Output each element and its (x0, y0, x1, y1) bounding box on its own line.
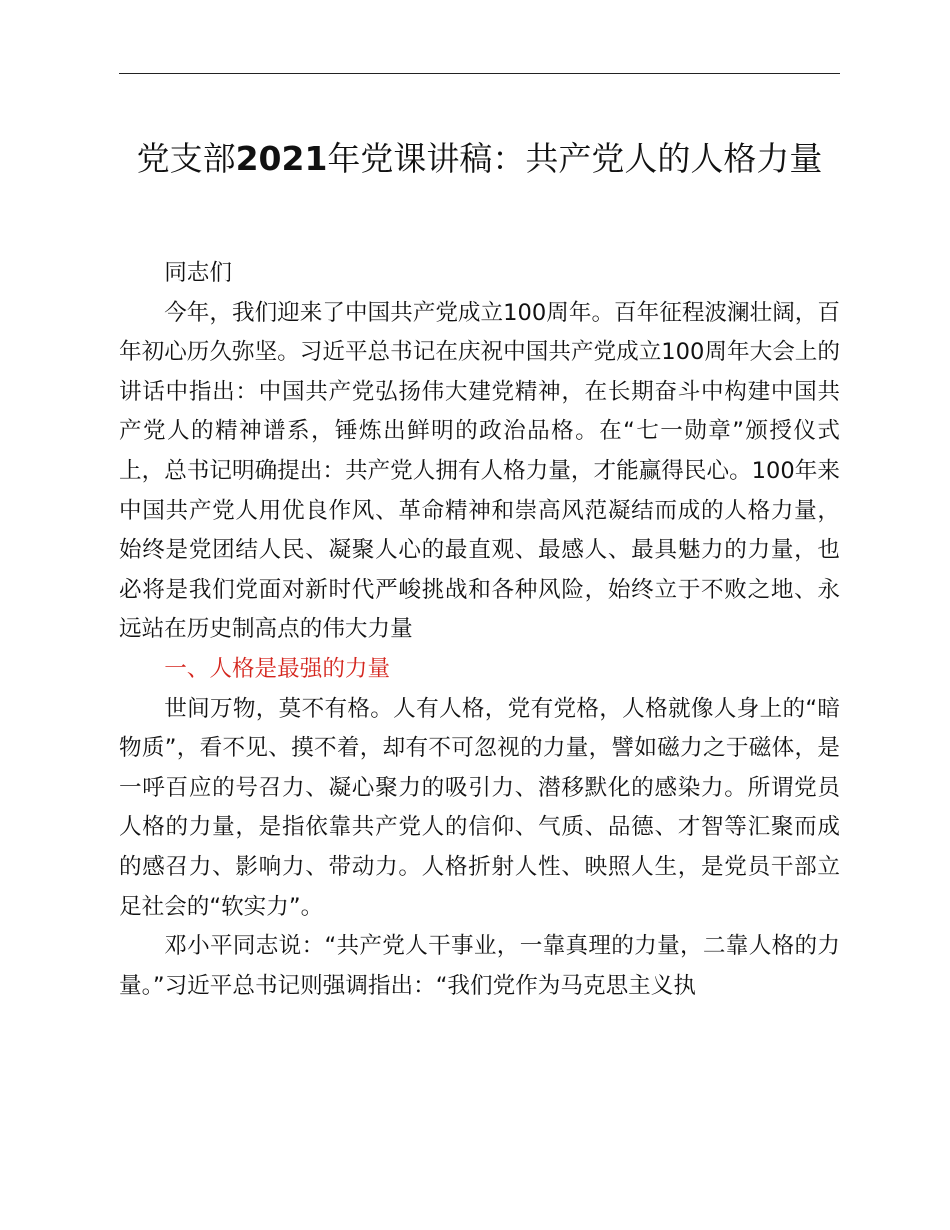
salutation: 同志们 (164, 260, 232, 286)
header-rule (119, 73, 840, 74)
document-body (119, 254, 840, 1006)
title-suffix: 年党课讲稿：共产党人的人格力量 (327, 139, 823, 178)
paragraph-section-1: 世间万物，莫不有格。人有人格，党有党格，人格就像人身上的“暗物质”，看不见、摸不着，却有不可忽视的力量，譬如磁力之于磁体，是一呼百应的号召力、凝心聚力的吸引力、潜移默化的感染力。所谓党员人格的力量，是指依靠共产党人的信仰、气质、品德、才智等汇聚而成的感召力、影响力、带动力。人格折射人性、映照人生，是党员干部立足社会的“软实力”。 (119, 695, 840, 920)
section-heading: 一、人格是最强的力量 (164, 655, 391, 682)
paragraph-section-2: 邓小平同志说：“共产党人干事业，一靠真理的力量，二靠人格的力量。”习近平总书记则强调指出：“我们党作为马克思主义执 (119, 933, 840, 999)
document-title (119, 134, 840, 184)
title-prefix: 党支部 (136, 139, 236, 178)
paragraph-intro: 今年，我们迎来了中国共产党成立100周年。百年征程波澜壮阔，百年初心历久弥坚。习近平总书记在庆祝中国共产党成立100周年大会上的讲话中指出：中国共产党弘扬伟大建党精神，在长期奋斗中构建中国共产党人的精神谱系，锤炼出鲜明的政治品格。在“七一勋章”颁授仪式上，总书记明确提出：共产党人拥有人格力量，才能赢得民心。100年来中国共产党人用优良作风、革命精神和崇高风范凝结而成的人格力量，始终是党团结人民、凝聚人心的最直观、最感人、最具魅力的力量，也必将是我们党面对新时代严峻挑战和各种风险，始终立于不败之地、永远站在历史制高点的伟大力量 (119, 299, 840, 643)
title-year: 2021 (235, 139, 328, 178)
